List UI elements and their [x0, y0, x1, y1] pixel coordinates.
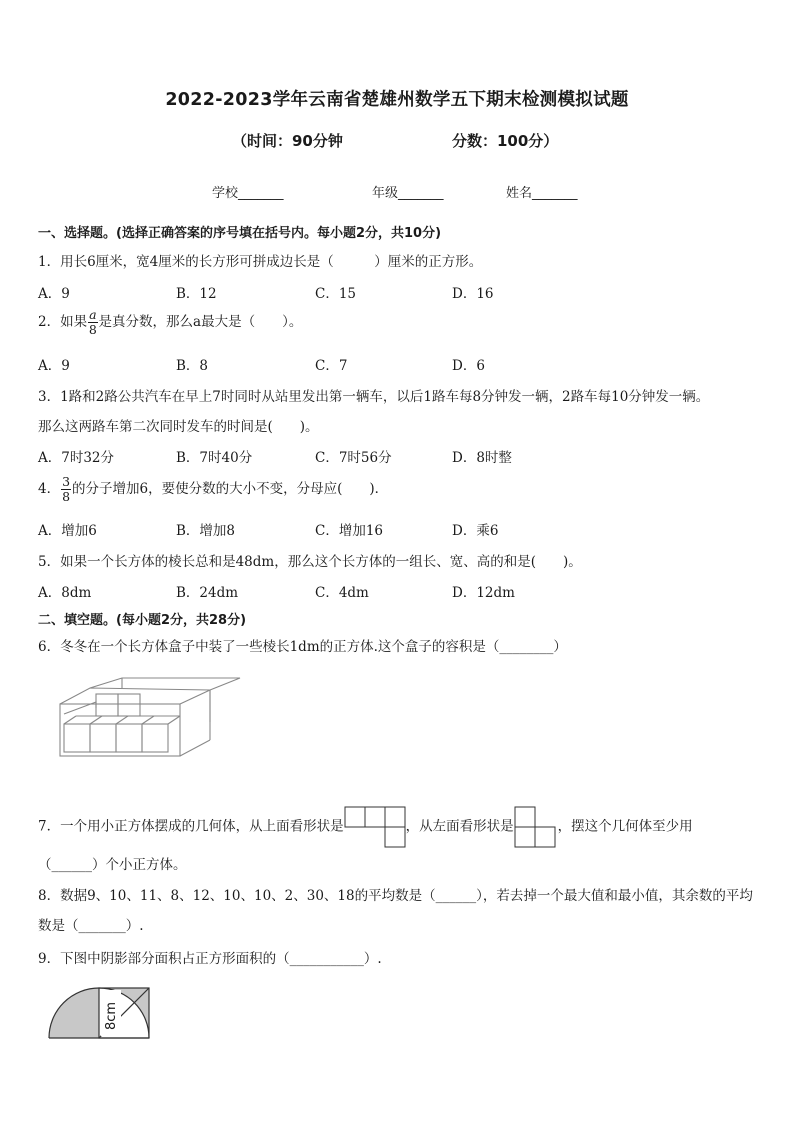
q5-option-d: D．12dm [452, 585, 515, 601]
section-heading-fill: 二、填空题。(每小题2分，共28分) [38, 613, 247, 628]
box-figure [50, 672, 242, 764]
q4-frac-denominator: 8 [62, 489, 71, 504]
q4-option-d: D．乘6 [452, 523, 499, 539]
q4-option-c: C．增加16 [315, 523, 384, 539]
q1-option-c: C．15 [315, 286, 357, 302]
section-heading-choice: 一、选择题。(选择正确答案的序号填在括号内。每小题2分，共10分) [38, 226, 442, 241]
question-6: 6．冬冬在一个长方体盒子中装了一些棱长1dm的正方体.这个盒子的容积是（________） [38, 639, 567, 655]
page-title: 2022-2023学年云南省楚雄州数学五下期末检测模拟试题 [165, 90, 629, 110]
question-7 [38, 806, 693, 848]
figure-label-8cm: 8cm [104, 1001, 119, 1030]
q4-text-pre: 4． [38, 481, 61, 497]
q4-option-b: B．增加8 [176, 523, 236, 539]
school-field: 学校_______ [212, 186, 284, 201]
q4-fraction [61, 475, 71, 504]
q2-option-b: B．8 [176, 358, 209, 374]
name-field: 姓名_______ [506, 186, 578, 201]
question-8-line1: 8．数据9、10、11、8、12、10、10、2、30、18的平均数是（______），若去掉一个最大值和最小值，其余数的平均 [38, 888, 753, 904]
question-1: 1．用长6厘米，宽4厘米的长方形可拼成边长是（ ）厘米的正方形。 [38, 254, 483, 270]
q2-frac-denominator: 8 [88, 322, 97, 337]
question-4 [38, 475, 388, 504]
top-view-figure [344, 806, 406, 848]
question-3-line1: 3．1路和2路公共汽车在早上7时同时从站里发出第一辆车，以后1路车每8分钟发一辆，2路车每10分钟发一辆。 [38, 389, 710, 405]
q2-option-d: D．6 [452, 358, 485, 374]
question-7-line2: （______）个小正方体。 [38, 857, 187, 873]
grade-field: 年级_______ [372, 186, 444, 201]
q2-frac-numerator: a [89, 307, 97, 322]
q2-option-a: A．9 [38, 358, 70, 374]
exam-time: （时间：90分钟 [232, 132, 343, 150]
q4-option-a: A．增加6 [38, 523, 97, 539]
q2-fraction [88, 308, 97, 337]
q3-option-b: B．7时40分 [176, 450, 253, 466]
q1-option-b: B．12 [176, 286, 217, 302]
q4-frac-numerator: 3 [62, 474, 71, 489]
q7-text-pre: 7．一个用小正方体摆成的几何体，从上面看形状是 [38, 818, 344, 835]
question-9: 9．下图中阴影部分面积占正方形面积的（___________）. [38, 951, 382, 967]
question-8-line2: 数是（_______）. [38, 918, 144, 934]
question-3-line2: 那么这两路车第二次同时发车的时间是( )。 [38, 419, 319, 435]
q1-option-d: D．16 [452, 286, 494, 302]
exam-score: 分数：100分） [452, 132, 559, 150]
question-2 [38, 308, 302, 337]
q3-option-c: C．7时56分 [315, 450, 392, 466]
q7-text-mid: ，从左面看形状是 [405, 818, 514, 835]
semicircle-figure [46, 984, 152, 1040]
q1-option-a: A．9 [38, 286, 70, 302]
q5-option-c: C．4dm [315, 585, 369, 601]
q2-text-post: 是真分数，那么a最大是（ ）。 [98, 314, 303, 330]
q4-text-post: 的分子增加6，要使分数的大小不变，分母应( )． [72, 481, 389, 497]
q2-option-c: C．7 [315, 358, 348, 374]
q2-text-pre: 2．如果 [38, 314, 88, 330]
question-5: 5．如果一个长方体的棱长总和是48dm，那么这个长方体的一组长、宽、高的和是( )。 [38, 554, 582, 570]
q3-option-a: A．7时32分 [38, 450, 115, 466]
q5-option-a: A．8dm [38, 585, 92, 601]
q7-text-post: ，摆这个几何体至少用 [557, 818, 693, 835]
left-view-figure [514, 806, 558, 848]
q3-option-d: D．8时整 [452, 450, 512, 466]
q5-option-b: B．24dm [176, 585, 239, 601]
